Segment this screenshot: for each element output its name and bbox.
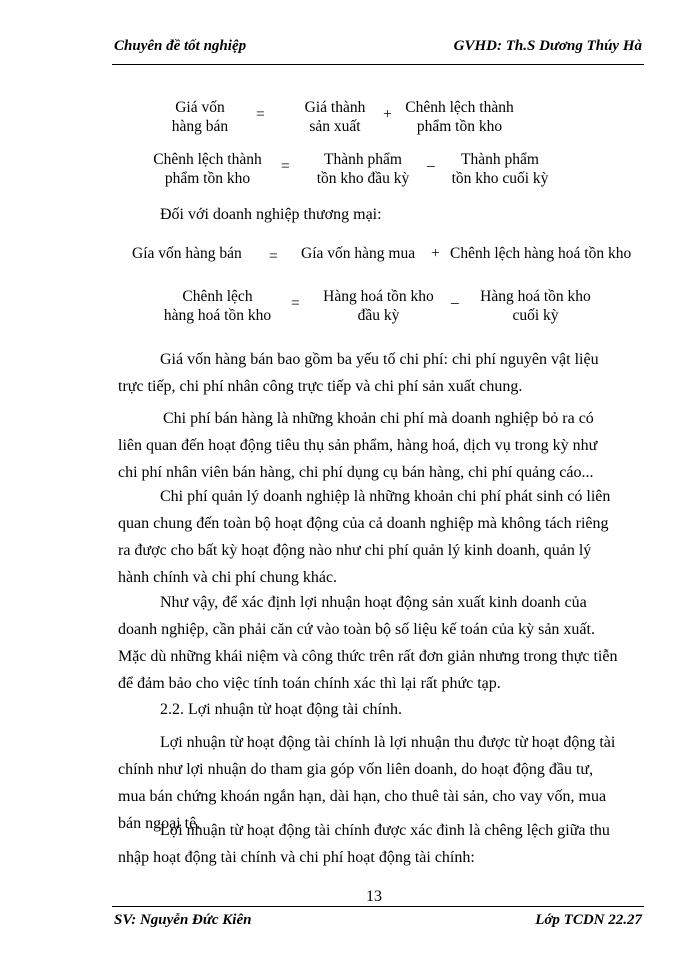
paragraph-7-line-1: Lợi nhuận từ hoạt động tài chính được xác đinh là chêng lệch giữa thu bbox=[160, 822, 610, 839]
paragraph-2-line-3: chi phí nhân viên bán hàng, chi phí dụng cụ bán hàng, chi phí quảng cáo... bbox=[118, 464, 594, 481]
page-number: 13 bbox=[366, 888, 382, 905]
formula-4-lhs bbox=[155, 287, 280, 325]
paragraph-6-line-4: bán ngoại tệ. bbox=[118, 815, 201, 832]
formula-3-term-1: Gía vốn hàng mua bbox=[301, 245, 416, 262]
formula-3-equals: = bbox=[269, 248, 278, 265]
paragraph-6-line-2: chính như lợi nhuận do tham gia góp vốn liên doanh, do hoạt động đầu tư, bbox=[118, 761, 594, 778]
paragraph-4-line-1: Như vậy, để xác định lợi nhuận hoạt động sản xuất kinh doanh của bbox=[160, 594, 587, 611]
paragraph-1-line-1: Giá vốn hàng bán bao gồm ba yếu tố chi phí: chi phí nguyên vật liệu bbox=[160, 351, 599, 368]
footer-student-name: SV: Nguyễn Đức Kiên bbox=[114, 912, 252, 928]
formula-1-term-2-line-1: Chênh lệch thành bbox=[405, 99, 514, 116]
formula-2-minus: _ bbox=[427, 152, 435, 169]
formula-1-term-1-line-2: sản xuất bbox=[309, 118, 361, 135]
formula-4-term-1 bbox=[316, 287, 441, 325]
footer-class: Lớp TCDN 22.27 bbox=[535, 912, 642, 928]
formula-4-minus: _ bbox=[451, 289, 459, 306]
paragraph-3-line-1: Chi phí quản lý doanh nghiệp là những khoản chi phí phát sinh có liên bbox=[160, 488, 611, 505]
formula-2-term-2-line-2: tồn kho cuối kỳ bbox=[451, 170, 549, 187]
section-heading-financial-profit bbox=[118, 696, 630, 723]
paragraph-2-line-1: Chi phí bán hàng là những khoản chi phí mà doanh nghiệp bỏ ra có bbox=[163, 410, 594, 427]
formula-3-plus: + bbox=[431, 245, 440, 262]
formula-2-lhs-line-1: Chênh lệch thành bbox=[153, 151, 262, 168]
formula-1-equals: = bbox=[256, 106, 265, 123]
formula-4-equals: = bbox=[291, 295, 300, 312]
formula-2-term-2 bbox=[440, 150, 560, 188]
formula-4-lhs-line-2: hàng hoá tồn kho bbox=[163, 307, 272, 324]
paragraph-admin-expenses bbox=[118, 483, 630, 591]
formula-1-term-1-line-1: Giá thành bbox=[304, 99, 366, 116]
paragraph-cost-of-goods-components bbox=[118, 346, 630, 400]
formula-4-term-1-line-2: đầu kỳ bbox=[357, 307, 400, 324]
paragraph-7-line-2: nhập hoạt động tài chính và chi phí hoạt động tài chính: bbox=[118, 849, 475, 866]
formula-2-lhs bbox=[145, 150, 270, 188]
paragraph-4-line-3: Mặc dù những khái niệm và công thức trên rất đơn giản nhưng trong thực tiễn bbox=[118, 648, 618, 665]
formula-4-term-2-line-1: Hàng hoá tồn kho bbox=[480, 288, 591, 305]
formula-3-lhs: Gía vốn hàng bán bbox=[132, 245, 242, 262]
formula-1-lhs-line-2: hàng bán bbox=[171, 118, 229, 135]
formula-1-term-2-line-2: phẩm tồn kho bbox=[416, 118, 503, 135]
paragraph-1-line-2: trực tiếp, chi phí nhân công trực tiếp và chi phí sản xuất chung. bbox=[118, 378, 523, 395]
formula-2-term-1-line-2: tồn kho đầu kỳ bbox=[316, 170, 410, 187]
paragraph-4-line-4: để đảm bảo cho việc tính toán chính xác thì lại rất phức tạp. bbox=[118, 675, 501, 692]
section-heading-2-2: 2.2. Lợi nhuận từ hoạt động tài chính. bbox=[160, 701, 402, 718]
formula-2-lhs-line-2: phẩm tồn kho bbox=[164, 170, 251, 187]
footer-divider bbox=[112, 906, 644, 907]
trading-enterprise-intro: Đối với doanh nghiệp thương mại: bbox=[160, 206, 382, 223]
formula-2-equals: = bbox=[281, 158, 290, 175]
formula-4-term-1-line-1: Hàng hoá tồn kho bbox=[323, 288, 434, 305]
formula-4-term-2-line-2: cuối kỳ bbox=[512, 307, 559, 324]
formula-1-lhs bbox=[160, 98, 240, 136]
paragraph-3-line-4: hành chính và chi phí chung khác. bbox=[118, 569, 338, 586]
paragraph-3-line-3: ra được cho bất kỳ hoạt động nào như chi phí quản lý kinh doanh, quản lý bbox=[118, 542, 592, 559]
formula-2-term-1-line-1: Thành phẩm bbox=[324, 151, 402, 168]
header-right: GVHD: Th.S Dương Thúy Hà bbox=[453, 38, 642, 54]
paragraph-financial-profit-calculation bbox=[118, 817, 630, 871]
formula-2-term-1 bbox=[308, 150, 418, 188]
formula-3-term-2: Chênh lệch hàng hoá tồn kho bbox=[450, 245, 632, 262]
formula-2-term-2-line-1: Thành phẩm bbox=[461, 151, 539, 168]
header-left: Chuyên đề tốt nghiệp bbox=[114, 38, 247, 54]
header-divider bbox=[112, 64, 644, 65]
paragraph-6-line-1: Lợi nhuận từ hoạt động tài chính là lợi nhuận thu được từ hoạt động tài bbox=[160, 734, 616, 751]
paragraph-4-line-2: doanh nghiệp, cần phải căn cứ vào toàn bộ số liệu kế toán của kỳ sản xuất. bbox=[118, 621, 595, 638]
paragraph-selling-expenses bbox=[118, 405, 630, 486]
paragraph-6-line-3: mua bán chứng khoán ngắn hạn, dài hạn, cho thuê tài sản, cho vay vốn, mua bbox=[118, 788, 607, 805]
formula-1-lhs-line-1: Giá vốn bbox=[175, 99, 225, 116]
formula-4-term-2 bbox=[473, 287, 598, 325]
formula-1-plus: + bbox=[383, 106, 392, 123]
paragraph-profit-determination bbox=[118, 589, 630, 697]
formula-4-lhs-line-1: Chênh lệch bbox=[182, 288, 253, 305]
paragraph-3-line-2: quan chung đến toàn bộ hoạt động của cả doanh nghiệp mà không tách riêng bbox=[118, 515, 609, 532]
formula-1-term-1 bbox=[290, 98, 380, 136]
paragraph-2-line-2: liên quan đến hoạt động tiêu thụ sản phẩm, hàng hoá, dịch vụ trong kỳ như bbox=[118, 437, 598, 454]
formula-1-term-2 bbox=[397, 98, 522, 136]
